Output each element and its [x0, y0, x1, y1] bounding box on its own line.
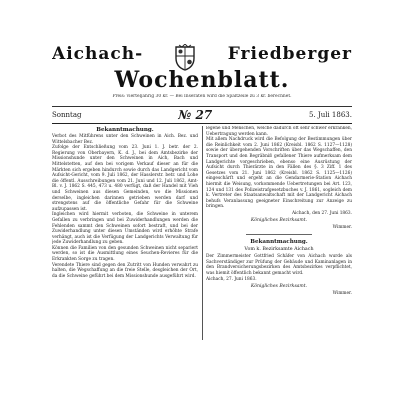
subscription-note: Preis: vierteljährig 30 kr. — Bei Inseraten wird die Spaltzeile zu 3 kr. berechnet.	[112, 94, 292, 99]
issue-date: 5. Juli 1863.	[309, 111, 352, 119]
issue-number: № 27	[178, 108, 213, 122]
right-subheading: Vom k. Bezirksamte Aichach	[244, 246, 314, 252]
right-paragraph: Mit allem Nachdruck wird die Befolgung der Bestimmungen über die Reinlichkeit vom 2. Juni 1862 (Kreisbl. 1862 S. 1127—1128) sowie der übergehenden Vorschriften über das Wegschaffen, den Transport und den Begräbniß gefallener Thiere aufmerksam dem Landgerichte vorgeschrieben, ebenso eine Ausrüstung der Aufsicht durch Thierärzte in den Fällen des §. 3 Ziff. 1 des Gesetzes vom 21. Juni 1862 (Kreisbl. 1862 S. 1125—1126) eingeschärft und ergeht an die Gendarmerie-Station Aichach hiermit die Weisung, vorkommende Uebertretungen bei Art. 123, 124 und 131 des Polizeistrafgesetzbuches v. J. 1861, sogleich dem k. Vertreter des Staatsanwaltschaft mit der Landgericht Aichach behufs Veranlassung geeigneter Einschreitung zur Anzeige zu bringen.	[206, 137, 352, 210]
newspaper-title: Wochenblatt.	[114, 67, 290, 93]
section-divider	[246, 234, 312, 235]
signature: Wimmer.	[332, 224, 352, 230]
right-date: Aichach, den 27. Juni 1863.	[291, 210, 352, 216]
right-date: Aichach, 27. Juni 1863.	[206, 277, 257, 283]
title-town-left: Aichach-	[52, 44, 144, 64]
left-column	[52, 126, 198, 340]
left-heading: Bekanntmachung.	[96, 127, 154, 133]
article-columns	[52, 126, 352, 340]
left-paragraph: Verbot des Mitführens unter den Schweinen in Aich. Bez. und Wittelsbacher Bez.	[52, 134, 198, 145]
newspaper-page	[52, 40, 352, 340]
right-heading: Bekanntmachung.	[250, 238, 308, 245]
issue-bar	[52, 106, 352, 124]
masthead	[52, 40, 352, 102]
signature: Wimmer.	[332, 291, 352, 297]
office-name: Königliches Bezirksamt.	[250, 284, 308, 290]
right-column	[206, 126, 352, 340]
left-paragraph: Zufolge der Entschließung vom 23. Juni 1. J. betr. der 2. Regierung von Oberbayern, K. d. J., bei dem Amtsbezirke der Missionshunde unter den Schweinen in Aich, Bach und Mittelstetten, auf den bei vorigem Verkauf dieser an für die Märkten sich ergeben hindurch sowie durch das Landgericht vom Aufsicht-Gericht, vom 9. Juli 1862, der Hasslerstr. betr. und Lohe die öffentl. Ausschreibungen vom 21. Juni und 12. Juli 1862, Amt-Bl. v. J. 1862 S. 445, 473 u. 480 verfügt, daß der Handel mit Vieh und Schweinen aus diesen Gemeinden, wo die Missionen derselbe, ingleichen darinnen getrieben werden darf und strengstens auf die öffentliche Gefahr für die Schweine aufzupassen ist.	[52, 145, 198, 212]
column-divider	[202, 126, 203, 340]
issue-day: Sonntag	[52, 111, 82, 119]
right-paragraph: legene und Menschen, welche dadurch oft sehr schwer erkranken, Uebertragung werden kann.	[206, 126, 352, 137]
left-paragraph: Können die Familien von den gesunden Schweinen nicht separiert werden, so ist die Ausmittlung eines Seuchen-Revieres für die Erkrankten Sorge zu tragen.	[52, 245, 198, 263]
right-paragraph: Der Zimmermeister Gottfried Schäfer von Aichach wurde als Sachverständiger zur Prüfung der Gebäude und Kaminanlagen in den Brandversicherungsbezirken des Amtsbezirkes verpflichtet, was hiemit öffentlich bekannt gemacht wird.	[206, 253, 352, 276]
left-paragraph: Ingleichen wird hiermit verboten, die Schweine in unterem Gefallen zu verbringen und bei Zuwiderhandlungen werden die Fehlenden sammt den Schweinen sofort bestraft, und bei der Zuwiderhandlung unter diesen Umständen wird erhöhte Strafe verhängt, auch ist die Verfügung der Landgerichts Verwaltung für jede Zuwiderhandlung zu geben.	[52, 212, 198, 246]
left-paragraph: Verendete Thiere sind gegen den Zutritt von Hunden verwahrt zu halten, die Wegschaffung an die freie Stelle, desgleichen der Ort, da die Schweine geführt bei dem Missionshunde ausgeführt wird.	[52, 262, 198, 279]
office-name: Königliches Bezirksamt.	[250, 217, 308, 223]
title-town-right: Friedberger	[227, 44, 352, 64]
